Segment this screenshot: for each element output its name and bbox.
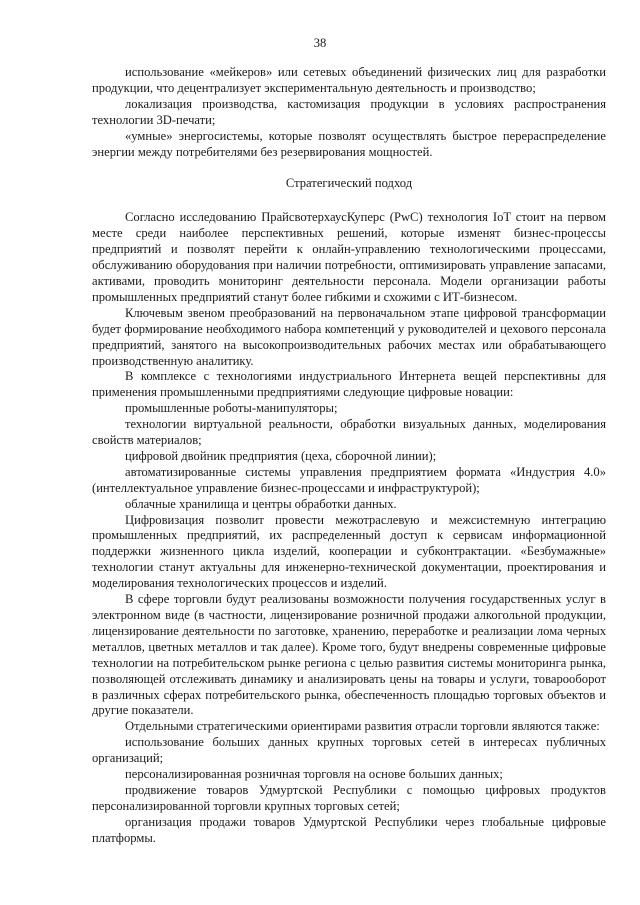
list-item: использование больших данных крупных торговых сетей в интересах публичных организаций; (92, 735, 606, 766)
list-item: локализация производства, кастомизация продукции в условиях распространения технологии 3D-печати; (92, 96, 606, 127)
paragraph: Ключевым звеном преобразований на первоначальном этапе цифровой трансформации будет формирование необходимого набора компетенций у руководителей и цехового персонала предприятий, занятого на высокопроизводительных рабочих местах или обрабатывающего производственную аналитику. (92, 305, 606, 368)
page-number: 38 (313, 36, 327, 50)
list-item: цифровой двойник предприятия (цеха, сборочной линии); (125, 448, 437, 463)
paragraph: Согласно исследованию ПрайсвотерхаусКуперс (PwC) технология IoT стоит на первом месте среди наиболее перспективных решений, которые изменят бизнес-процессы предприятий и позволят перейти к онлайн-управлению технологическими процессами, обслуживанию оборудования при наличии потребности, оптимизировать управление запасами, активами, проводить мониторинг деятельности персонала. Модели организации работы промышленных предприятий станут более гибкими и схожими с ИТ-бизнесом. (92, 210, 606, 304)
paragraph: Отдельными стратегическими ориентирами развития отрасли торговли являются также: (125, 719, 600, 734)
list-item: технологии виртуальной реальности, обработки визуальных данных, моделирования свойств материалов; (92, 417, 606, 448)
list-item: промышленные роботы-манипуляторы; (125, 401, 338, 416)
list-item: облачные хранилища и центры обработки данных. (125, 496, 397, 511)
paragraph: В сфере торговли будут реализованы возможности получения государственных услуг в электронном виде (в частности, лицензирование розничной продажи алкогольной продукции, лицензирование деятельности по заготовке, хранению, переработке и реализации лома черных металлов, цветных металлов и так далее). Кроме того, будут внедрены современные цифровые технологии на потребительском рынке региона с целью развития системы мониторинга рынка, позволяющей отслеживать динамику и анализировать цены на товары и услуги, товарооборот в различных сферах потребительского рынка, обеспеченность площадью торговых объектов и другие показатели. (92, 592, 606, 718)
list-item: персонализированная розничная торговля на основе больших данных; (125, 767, 503, 782)
text-body (92, 65, 606, 847)
list-item: продвижение товаров Удмуртской Республики с помощью цифровых продуктов персонализированной торговли крупных торговых сетей; (92, 782, 606, 813)
paragraph: Цифровизация позволит провести межотраслевую и межсистемную интеграцию промышленных предприятий, их распределенный доступ к сервисам информационной поддержки жизненного цикла изделий, кооперации и субконтрактации. «Безбумажные» технологии станут актуальны для инженерно-технической документации, проектирования и моделирования технологических процессов и изделий. (92, 512, 606, 591)
list-item: организация продажи товаров Удмуртской Республики через глобальные цифровые платформы. (92, 814, 606, 845)
list-item: автоматизированные системы управления предприятием формата «Индустрия 4.0» (интеллектуальное управление бизнес-процессами и инфраструктурой); (92, 464, 606, 495)
list-item: «умные» энергосистемы, которые позволят осуществлять быстрое перераспределение энергии между потребителями без резервирования мощностей. (92, 128, 606, 159)
section-heading: Стратегический подход (285, 176, 413, 191)
list-item: использование «мейкеров» или сетевых объединений физических лиц для разработки продукции, что децентрализует экспериментальную деятельность и производство; (92, 65, 606, 95)
paragraph: В комплексе с технологиями индустриального Интернета вещей перспективны для применения промышленными предприятиями следующие цифровые новации: (92, 369, 606, 400)
